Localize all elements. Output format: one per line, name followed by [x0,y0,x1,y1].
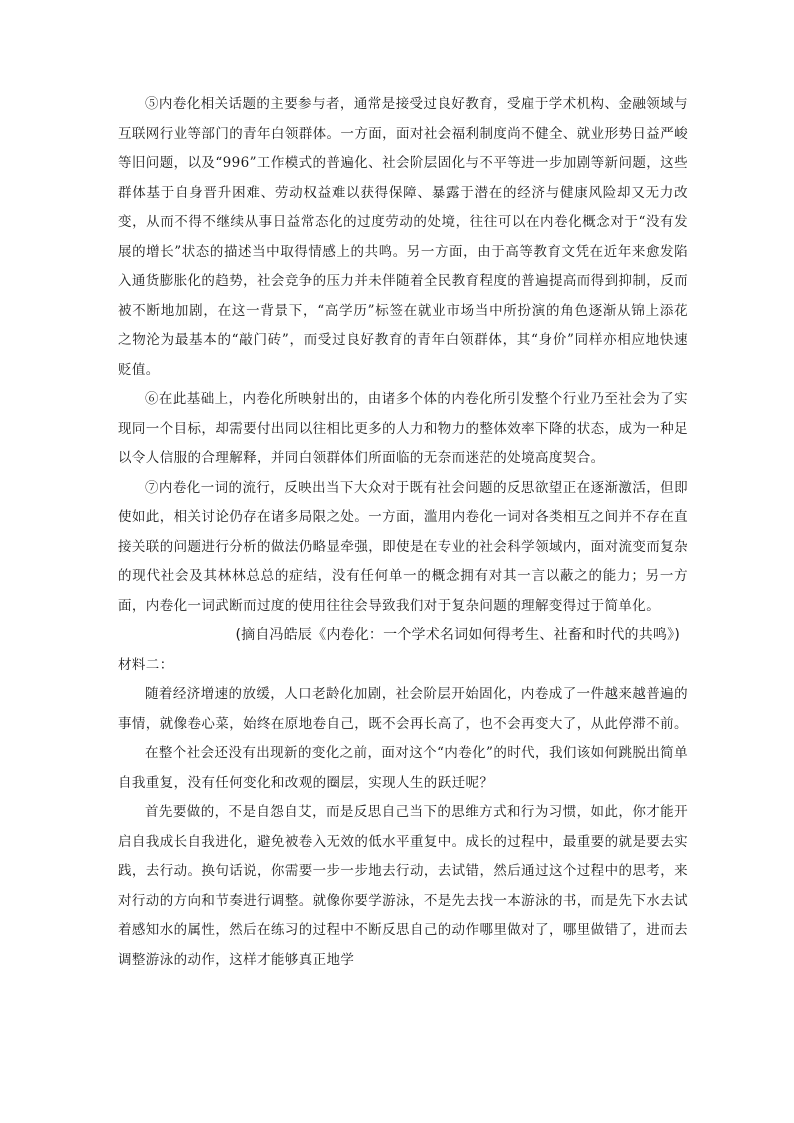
source-citation: (摘自冯皓辰《内卷化：一个学术名词如何得考生、社畜和时代的共鸣》) [235,627,680,643]
paragraph-5: ⑤内卷化相关话题的主要参与者，通常是接受过良好教育，受雇于学术机构、金融领域与互联网行业等部门的青年白领群体。一方面，面对社会福利制度尚不健全、就业形势日益严峻等旧问题，以及“996”工作模式的普遍化、社会阶层固化与不平等进一步加剧等新问题，这些群体基于自身晋升困难、劳动权益难以获得保障、暴露于潜在的经济与健康风险却又无力改变，从而不得不继续从事日益常态化的过度劳动的处境，往往可以在内卷化概念对于“没有发展的增长”状态的描述当中取得情感上的共鸣。另一方面，由于高等教育文凭在近年来愈发陷入通货膨胀化的趋势，社会竞争的压力并未伴随着全民教育程度的普遍提高而得到抑制，反而被不断地加剧，在这一背景下，“高学历”标签在就业市场当中所扮演的角色逐渐从锦上添花之物沦为最基本的“敲门砖”，而受过良好教育的青年白领群体，其“身价”同样亦相应地快速贬值。 [118,96,688,378]
document-page [118,90,688,975]
paragraph-6: ⑥在此基础上，内卷化所映射出的，由诸多个体的内卷化所引发整个行业乃至社会为了实现同一个目标，却需要付出同以往相比更多的人力和物力的整体效率下降的状态，成为一种足以令人信服的合理解释，并同白领群体们所面临的无奈而迷茫的处境高度契合。 [118,391,688,466]
material-2-paragraph-1: 随着经济增速的放缓，人口老龄化加剧，社会阶层开始固化，内卷成了一件越来越普遍的事情，就像卷心菜，始终在原地卷自己，既不会再长高了，也不会再变大了，从此停滞不前。 [118,686,688,732]
material-2-heading: 材料二： [118,656,174,673]
material-2-paragraph-3: 首先要做的，不是自怨自艾，而是反思自己当下的思维方式和行为习惯，如此，你才能开启自我成长自我进化，避免被卷入无效的低水平重复中。成长的过程中，最重要的就是要去实践，去行动。换句话说，你需要一步一步地去行动，去试错，然后通过这个过程中的思考，来对行动的方向和节奏进行调整。就像你要学游泳，不是先去找一本游泳的书，而是先下水去试着感知水的属性，然后在练习的过程中不断反思自己的动作哪里做对了，哪里做错了，进而去调整游泳的动作，这样才能够真正地学 [118,804,688,968]
paragraph-7: ⑦内卷化一词的流行，反映出当下大众对于既有社会问题的反思欲望正在逐渐激活，但即使如此，相关讨论仍存在诸多局限之处。一方面，滥用内卷化一词对各类相互之间并不存在直接关联的问题进行分析的做法仍略显牵强，即使是在专业的社会科学领域内，面对流变而复杂的现代社会及其林林总总的症结，没有任何单一的概念拥有对其一言以蔽之的能力；另一方面，内卷化一词武断而过度的使用往往会导致我们对于复杂问题的理解变得过于简单化。 [118,479,688,614]
material-2-paragraph-2: 在整个社会还没有出现新的变化之前，面对这个“内卷化”的时代，我们该如何跳脱出简单自我重复，没有任何变化和改观的圈层，实现人生的跃迁呢？ [118,745,688,791]
